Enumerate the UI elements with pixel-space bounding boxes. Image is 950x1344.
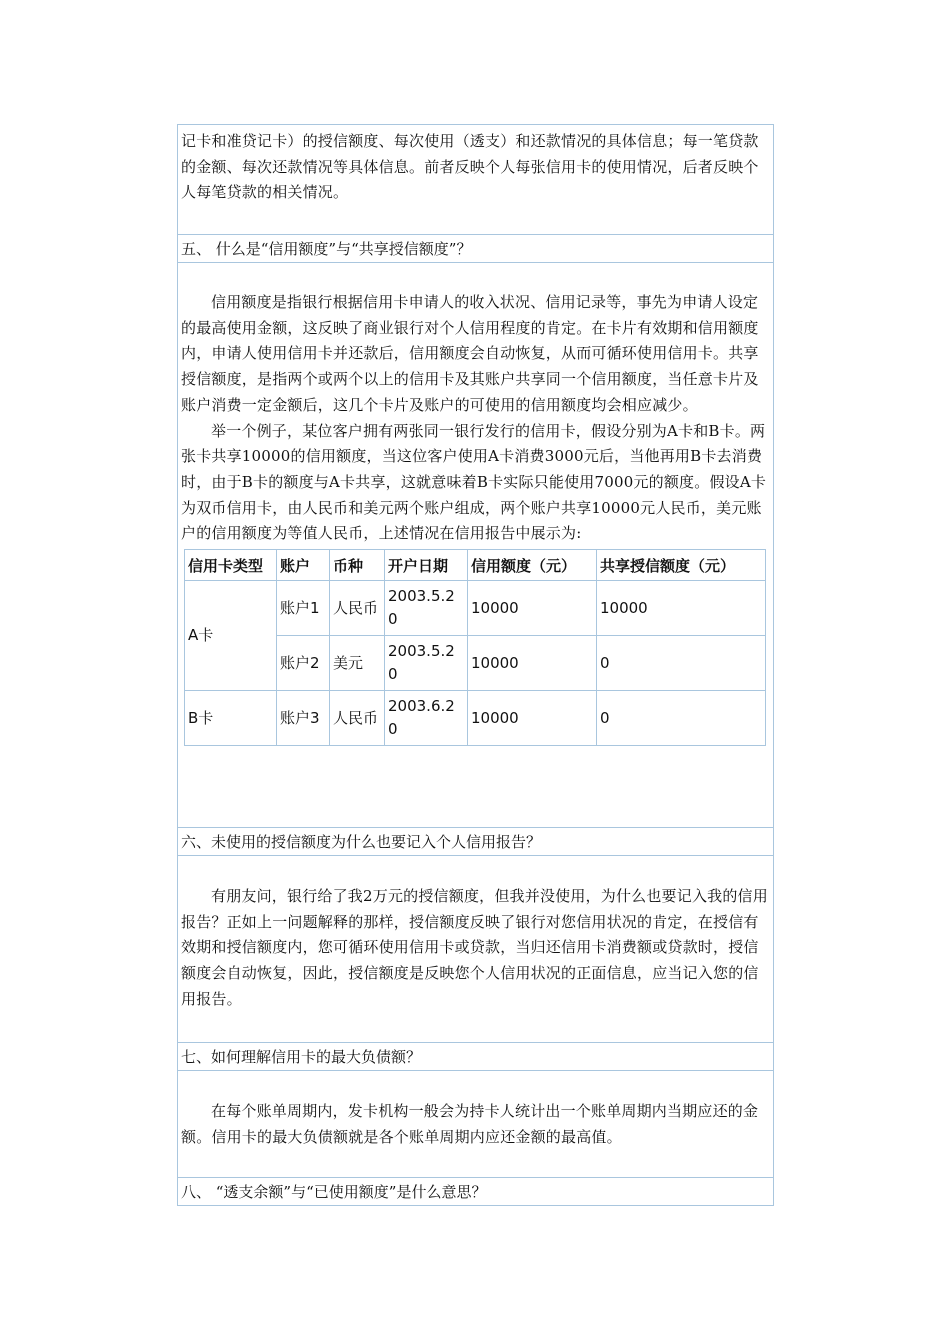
section-6-para: 有朋友问，银行给了我2万元的授信额度，但我并没使用，为什么也要记入我的信用报告？正如上一问题解释的那样，授信额度反映了银行对您信用状况的肯定，在授信有效期和授信额度内，您可循环使用信用卡或贷款，当归还信用卡消费额或贷款时，授信额度会自动恢复，因此，授信额度是反映您个人信用状况的正面信息，应当记入您的信用报告。 [181, 887, 768, 1008]
table-row [185, 581, 766, 636]
section-5-body [178, 263, 773, 828]
section-5-para-2: 举一个例子，某位客户拥有两张同一银行发行的信用卡，假设分别为A卡和B卡。两张卡共享10000的信用额度，当这位客户使用A卡消费3000元后，当他再用B卡去消费时，由于B卡的额度与A卡共享，这就意味着B卡实际只能使用7000元的额度。假设A卡为双币信用卡，由人民币和美元两个账户组成，两个账户共享10000元人民币，美元账户的信用额度为等值人民币，上述情况在信用报告中展示为: [181, 421, 767, 543]
date-cell: 2003.5.20 [385, 581, 468, 636]
account-cell: 账户2 [277, 636, 330, 691]
col-shared-limit: 共享授信额度（元） [597, 550, 766, 581]
col-credit-limit: 信用额度（元） [468, 550, 597, 581]
limit-cell: 10000 [468, 581, 597, 636]
col-open-date: 开户日期 [385, 550, 468, 581]
section-8-heading: 八、 “透支余额”与“已使用额度”是什么意思？ [178, 1178, 773, 1206]
document-page [177, 124, 774, 1206]
date-cell: 2003.5.20 [385, 636, 468, 691]
col-card-type: 信用卡类型 [185, 550, 277, 581]
table-row [185, 691, 766, 746]
shared-cell: 0 [597, 691, 766, 746]
section-7-para: 在每个账单周期内，发卡机构一般会为持卡人统计出一个账单周期内当期应还的金额。信用卡的最大负债额就是各个账单周期内应还金额的最高值。 [181, 1102, 759, 1146]
account-cell: 账户1 [277, 581, 330, 636]
currency-cell: 人民币 [330, 691, 385, 746]
currency-cell: 人民币 [330, 581, 385, 636]
shared-cell: 10000 [597, 581, 766, 636]
date-cell: 2003.6.20 [385, 691, 468, 746]
credit-limit-table [184, 549, 766, 746]
col-currency: 币种 [330, 550, 385, 581]
section-4-text: 记卡和准贷记卡）的授信额度、每次使用（透支）和还款情况的具体信息；每一笔贷款的金额、每次还款情况等具体信息。前者反映个人每张信用卡的使用情况，后者反映个人每笔贷款的相关情况。 [181, 132, 759, 202]
section-6-body [178, 856, 773, 1043]
table-header-row [185, 550, 766, 581]
currency-cell: 美元 [330, 636, 385, 691]
section-4-tail [178, 125, 773, 235]
account-cell: 账户3 [277, 691, 330, 746]
section-7-body [178, 1071, 773, 1178]
limit-cell: 10000 [468, 691, 597, 746]
card-b-cell: B卡 [185, 691, 277, 746]
section-6-heading: 六、未使用的授信额度为什么也要记入个人信用报告？ [178, 828, 773, 856]
faq-frame [177, 124, 774, 1206]
shared-cell: 0 [597, 636, 766, 691]
limit-cell: 10000 [468, 636, 597, 691]
section-5-para-1: 信用额度是指银行根据信用卡申请人的收入状况、信用记录等，事先为申请人设定的最高使用金额，这反映了商业银行对个人信用程度的肯定。在卡片有效期和信用额度内，申请人使用信用卡并还款后，信用额度会自动恢复，从而可循环使用信用卡。共享授信额度，是指两个或两个以上的信用卡及其账户共享同一个信用额度，当任意卡片及账户消费一定金额后，这几个卡片及账户的可使用的信用额度均会相应减少。 [181, 293, 759, 414]
col-account: 账户 [277, 550, 330, 581]
section-7-heading: 七、如何理解信用卡的最大负债额？ [178, 1043, 773, 1071]
section-5-heading: 五、 什么是“信用额度”与“共享授信额度”？ [178, 235, 773, 263]
card-a-cell: A卡 [185, 581, 277, 691]
